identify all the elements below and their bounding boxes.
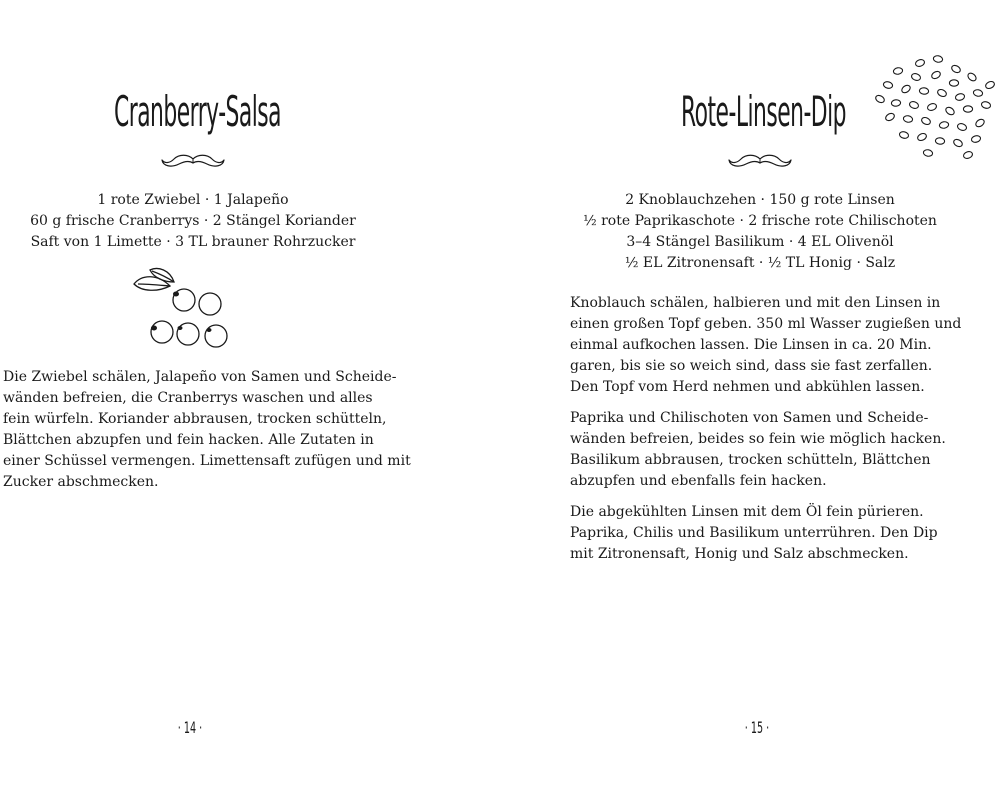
text-line: einmal aufkochen lassen. Die Linsen in ca. 20 Min.	[570, 337, 932, 353]
ingredient-list	[0, 190, 386, 253]
recipe-title: Cranberry-Salsa	[114, 87, 282, 136]
text-line: fein würfeln. Koriander abbrausen, trocken schütteln,	[3, 411, 387, 427]
lentil-shape	[916, 132, 927, 142]
page-number: · 15 ·	[744, 718, 770, 737]
text-line: Paprika, Chilis und Basilikum unterrühren. Den Dip	[570, 525, 938, 541]
instruction-paragraph	[570, 293, 962, 398]
text-line: Den Topf vom Herd nehmen und abkühlen lassen.	[570, 379, 925, 395]
text-line: Die Zwiebel schälen, Jalapeño von Samen und Scheide-	[3, 369, 397, 385]
mustache-icon	[161, 153, 225, 169]
lentil-shape	[923, 149, 933, 157]
lentil-shape	[936, 88, 947, 98]
lentil-shape	[984, 80, 995, 90]
ingredient-line: 3–4 Stängel Basilikum · 4 EL Olivenöl	[626, 234, 894, 250]
ingredient-line: 1 rote Zwiebel · 1 Jalapeño	[97, 192, 289, 208]
text-line: Zucker abschmecken.	[3, 474, 159, 490]
text-line: wänden befreien, beides so fein wie möglich hacken.	[570, 431, 946, 447]
lentils-icon	[868, 55, 1000, 165]
lentil-shape	[933, 55, 943, 63]
lentil-shape	[927, 102, 938, 111]
mustache-icon	[728, 153, 792, 169]
text-line: abzupfen und ebenfalls fein hacken.	[570, 473, 827, 489]
lentil-shape	[919, 87, 929, 94]
lentil-shape	[971, 135, 982, 144]
lentil-shape	[900, 84, 911, 95]
lentil-shape	[891, 99, 901, 106]
lentil-shape	[883, 81, 894, 90]
lentil-shape	[874, 94, 885, 104]
text-line: wänden befreien, die Cranberrys waschen und alles	[3, 390, 373, 406]
ingredient-line: 2 Knoblauchzehen · 150 g rote Linsen	[625, 192, 895, 208]
ingredient-line: Saft von 1 Limette · 3 TL brauner Rohrzucker	[30, 234, 356, 250]
lentil-shape	[949, 80, 958, 86]
lentil-shape	[909, 100, 920, 109]
page-number: · 14 ·	[177, 718, 203, 737]
lentil-shape	[930, 70, 941, 80]
recipe-title: Rote-Linsen-Dip	[681, 87, 847, 136]
lentil-shape	[939, 121, 949, 129]
text-line: Die abgekühlten Linsen mit dem Öl fein pürieren.	[570, 504, 924, 520]
text-line: Basilikum abbrausen, trocken schütteln, Blättchen	[570, 452, 931, 468]
lentil-shape	[920, 116, 931, 126]
lentil-shape	[974, 118, 985, 129]
lentil-shape	[966, 72, 977, 83]
lentil-shape	[973, 89, 983, 97]
lentil-shape	[952, 138, 963, 148]
lentil-shape	[944, 106, 955, 117]
ingredient-list	[560, 190, 960, 274]
instruction-paragraph	[570, 408, 946, 492]
lentil-shape	[963, 106, 972, 112]
right-page	[500, 0, 1000, 800]
text-line: Paprika und Chilischoten von Samen und Scheide-	[570, 410, 929, 426]
instructions	[3, 367, 411, 503]
cranberries-icon	[130, 262, 240, 354]
text-line: Blättchen abzupfen und fein hacken. Alle Zutaten in	[3, 432, 374, 448]
instruction-paragraph	[570, 502, 940, 565]
lentil-shape	[893, 67, 903, 75]
lentil-shape	[963, 150, 974, 159]
ingredient-line: ½ EL Zitronensaft · ½ TL Honig · Salz	[624, 255, 896, 271]
lentil-shape	[935, 137, 945, 144]
lentil-shape	[899, 131, 910, 140]
lentil-shape	[957, 122, 968, 131]
lentil-shape	[950, 64, 961, 74]
lentil-shape	[981, 101, 992, 110]
text-line: einer Schüssel vermengen. Limettensaft zufügen und mit	[3, 453, 411, 469]
lentil-shape	[955, 93, 966, 102]
lentil-shape	[915, 58, 926, 67]
text-line: mit Zitronensaft, Honig und Salz abschmecken.	[570, 546, 909, 562]
text-line: Knoblauch schälen, halbieren und mit den Linsen in	[570, 295, 941, 311]
lentil-shape	[884, 112, 895, 122]
lentil-shape	[911, 72, 922, 81]
ingredient-line: 60 g frische Cranberrys · 2 Stängel Koriander	[30, 213, 356, 229]
lentil-shape	[903, 115, 913, 123]
text-line: einen großen Topf geben. 350 ml Wasser zugießen und	[570, 316, 962, 332]
text-line: garen, bis sie so weich sind, dass sie fast zerfallen.	[570, 358, 933, 374]
instructions	[570, 293, 962, 575]
ingredient-line: ½ rote Paprikaschote · 2 frische rote Chilischoten	[583, 213, 937, 229]
instruction-paragraph	[3, 367, 411, 493]
